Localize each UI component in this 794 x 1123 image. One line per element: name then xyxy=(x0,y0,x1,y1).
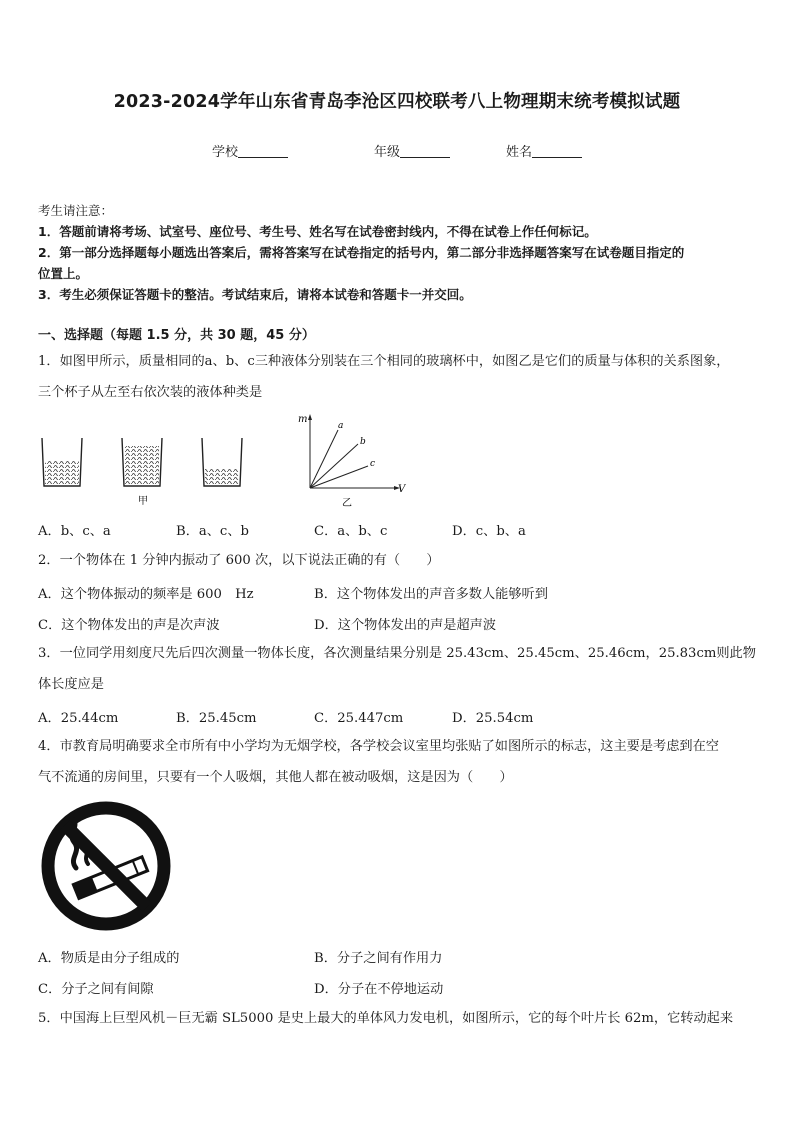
q1-option-b[interactable]: B．a、c、b xyxy=(176,524,249,539)
q1-option-d[interactable]: D．c、b、a xyxy=(452,524,526,539)
grade-field[interactable] xyxy=(374,141,450,160)
q2-option-b[interactable]: B．这个物体发出的声音多数人能够听到 xyxy=(314,587,548,602)
beaker-2 xyxy=(122,438,162,486)
axis-v-label: V xyxy=(398,484,406,495)
axis-m-label: m xyxy=(298,414,308,425)
q3-option-d[interactable]: D．25.54cm xyxy=(452,711,534,726)
notice-item-1: 1．答题前请将考场、试室号、座位号、考生号、姓名写在试卷密封线内，不得在试卷上作任何标记。 xyxy=(38,224,597,239)
beaker-1 xyxy=(42,438,82,486)
notice-heading: 考生请注意： xyxy=(38,203,114,218)
fig-jia-label: 甲 xyxy=(138,496,148,507)
notice-item-2: 2．第一部分选择题每小题选出答案后，需将答案写在试卷指定的括号内，第二部分非选择题答案写在试卷题目指定的 xyxy=(38,245,685,260)
m-v-graph xyxy=(298,414,407,509)
page-title: 2023-2024学年山东省青岛李沧区四校联考八上物理期末统考模拟试题 xyxy=(113,92,681,112)
line-b-label: b xyxy=(360,437,366,447)
q4-option-b[interactable]: B．分子之间有作用力 xyxy=(314,951,443,966)
q1-line1: 1．如图甲所示，质量相同的a、b、c三种液体分别装在三个相同的玻璃杯中，如图乙是它们的质量与体积的关系图象， xyxy=(38,354,730,369)
q3-line2: 体长度应是 xyxy=(38,677,104,692)
notice-item-2-cont: 位置上。 xyxy=(38,266,89,281)
no-smoking-icon xyxy=(38,798,178,934)
beaker-3 xyxy=(202,438,242,486)
line-b xyxy=(310,444,358,488)
q4-line2: 气不流通的房间里，只要有一个人吸烟，其他人都在被动吸烟，这是因为（ ） xyxy=(38,770,513,785)
notice-item-3: 3．考生必须保证答题卡的整洁。考试结束后，请将本试卷和答题卡一并交回。 xyxy=(38,287,472,302)
q4-option-c[interactable]: C．分子之间有间隙 xyxy=(38,982,154,997)
q1-figures xyxy=(36,408,416,512)
grade-blank[interactable] xyxy=(400,145,450,158)
school-label: 学校 xyxy=(212,145,239,160)
q1-line2: 三个杯子从左至右依次装的液体种类是 xyxy=(38,385,263,400)
q2-option-a[interactable]: A．这个物体振动的频率是 600 Hz xyxy=(38,587,254,602)
fig-yi-label: 乙 xyxy=(342,498,352,509)
q4-option-a[interactable]: A．物质是由分子组成的 xyxy=(38,951,180,966)
line-a-label: a xyxy=(338,421,344,431)
school-blank[interactable] xyxy=(238,145,288,158)
q3-option-b[interactable]: B．25.45cm xyxy=(176,711,257,726)
q4-option-d[interactable]: D．分子在不停地运动 xyxy=(314,982,444,997)
q3-line1: 3．一位同学用刻度尺先后四次测量一物体长度，各次测量结果分别是 25.43cm、25.45cm、25.46cm，25.83cm则此物 xyxy=(38,646,756,661)
line-c-label: c xyxy=(370,459,376,469)
name-blank[interactable] xyxy=(532,145,582,158)
q2-option-c[interactable]: C．这个物体发出的声是次声波 xyxy=(38,618,220,633)
grade-label: 年级 xyxy=(374,145,401,160)
q1-option-c[interactable]: C．a、b、c xyxy=(314,524,388,539)
q2-text: 2．一个物体在 1 分钟内振动了 600 次，以下说法正确的有（ ） xyxy=(38,553,440,568)
q1-option-a[interactable]: A．b、c、a xyxy=(38,524,111,539)
q5-line1: 5．中国海上巨型风机－巨无霸 SL5000 是史上最大的单体风力发电机，如图所示，它的每个叶片长 62m，它转动起来 xyxy=(38,1011,734,1026)
q4-line1: 4．市教育局明确要求全市所有中小学均为无烟学校，各学校会议室里均张贴了如图所示的标志，这主要是考虑到在空 xyxy=(38,739,719,754)
q3-option-a[interactable]: A．25.44cm xyxy=(38,711,119,726)
name-label: 姓名 xyxy=(506,145,533,160)
name-field[interactable] xyxy=(506,141,582,160)
q3-option-c[interactable]: C．25.447cm xyxy=(314,711,404,726)
q2-option-d[interactable]: D．这个物体发出的声是超声波 xyxy=(314,618,497,633)
section-heading: 一、选择题（每题 1.5 分，共 30 题，45 分） xyxy=(38,328,315,343)
school-field[interactable] xyxy=(212,141,288,160)
